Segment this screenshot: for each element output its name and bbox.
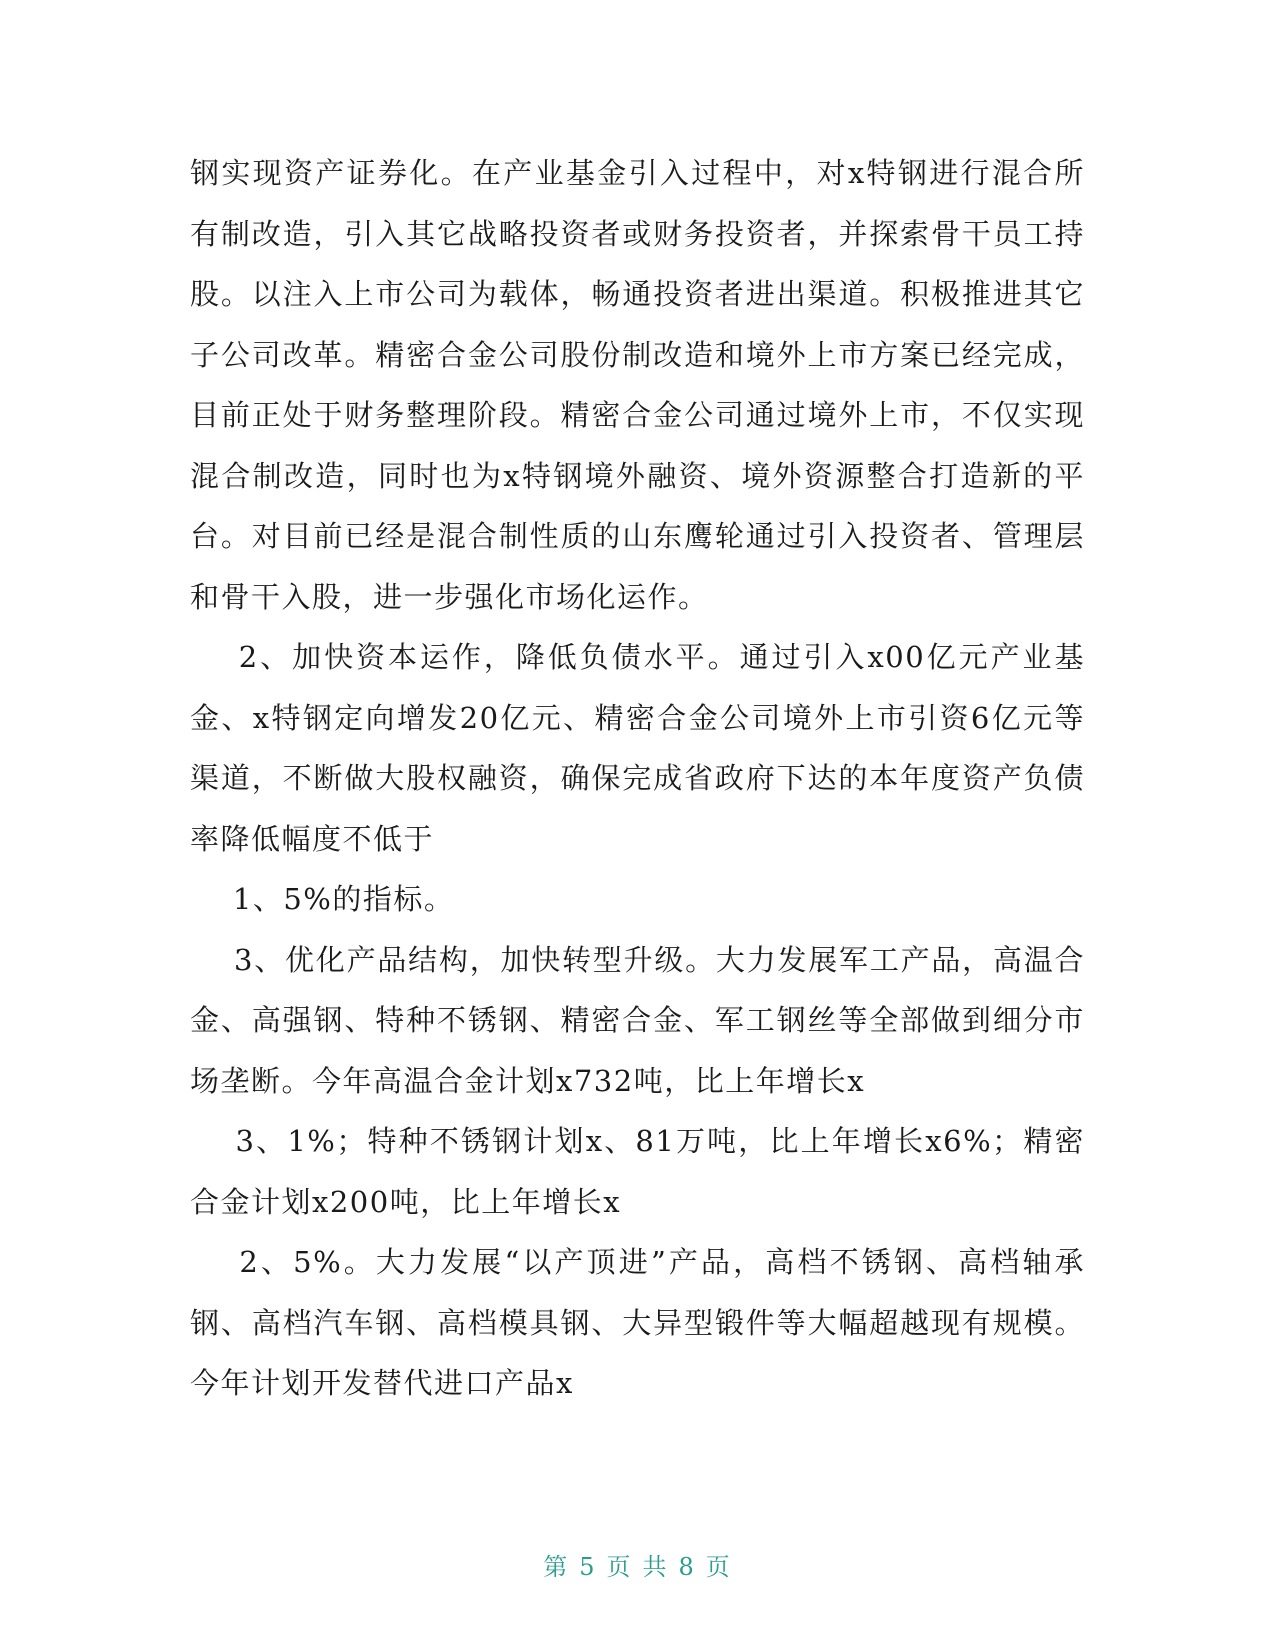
footer-current-page: 5 bbox=[579, 1553, 597, 1581]
paragraph-3: 1、5%的指标。 bbox=[190, 882, 455, 916]
paragraph-5: 3、1%；特种不锈钢计划x、81万吨，比上年增长x6%；精密合金计划x200吨，比上年增长x bbox=[190, 1124, 1085, 1219]
paragraph-4: 3、优化产品结构，加快转型升级。大力发展军工产品，高温合金、高强钢、特种不锈钢、精密合金、军工钢丝等全部做到细分市场垄断。今年高温合金计划x732吨，比上年增长x bbox=[190, 942, 1086, 1098]
page-footer bbox=[0, 1547, 1275, 1582]
footer-prefix: 第 bbox=[543, 1553, 570, 1581]
paragraph-2: 2、加快资本运作，降低负债水平。通过引入x00亿元产业基金、x特钢定向增发20亿元、精密合金公司境外上市引资6亿元等渠道，不断做大股权融资，确保完成省政府下达的本年度资产负债率降低幅度不低于 bbox=[190, 640, 1085, 856]
paragraph-1: 钢实现资产证券化。在产业基金引入过程中，对x特钢进行混合所有制改造，引入其它战略投资者或财务投资者，并探索骨干员工持股。以注入上市公司为载体，畅通投资者进出渠道。积极推进其它子公司改革。精密合金公司股份制改造和境外上市方案已经完成，目前正处于财务整理阶段。精密合金公司通过境外上市，不仅实现混合制改造，同时也为x特钢境外融资、境外资源整合打造新的平台。对目前已经是混合制性质的山东鹰轮通过引入投资者、管理层和骨干入股，进一步强化市场化运作。 bbox=[190, 156, 1085, 614]
paragraph-6: 2、5%。大力发展“以产顶进”产品，高档不锈钢、高档轴承钢、高档汽车钢、高档模具钢、大异型锻件等大幅超越现有规模。今年计划开发替代进口产品x bbox=[190, 1245, 1085, 1400]
document-body bbox=[190, 143, 1085, 1414]
footer-page-word: 页 bbox=[606, 1553, 633, 1581]
footer-suffix: 页 bbox=[705, 1553, 732, 1581]
footer-total-pages: 8 bbox=[678, 1553, 696, 1581]
footer-total-prefix: 共 bbox=[642, 1553, 669, 1581]
